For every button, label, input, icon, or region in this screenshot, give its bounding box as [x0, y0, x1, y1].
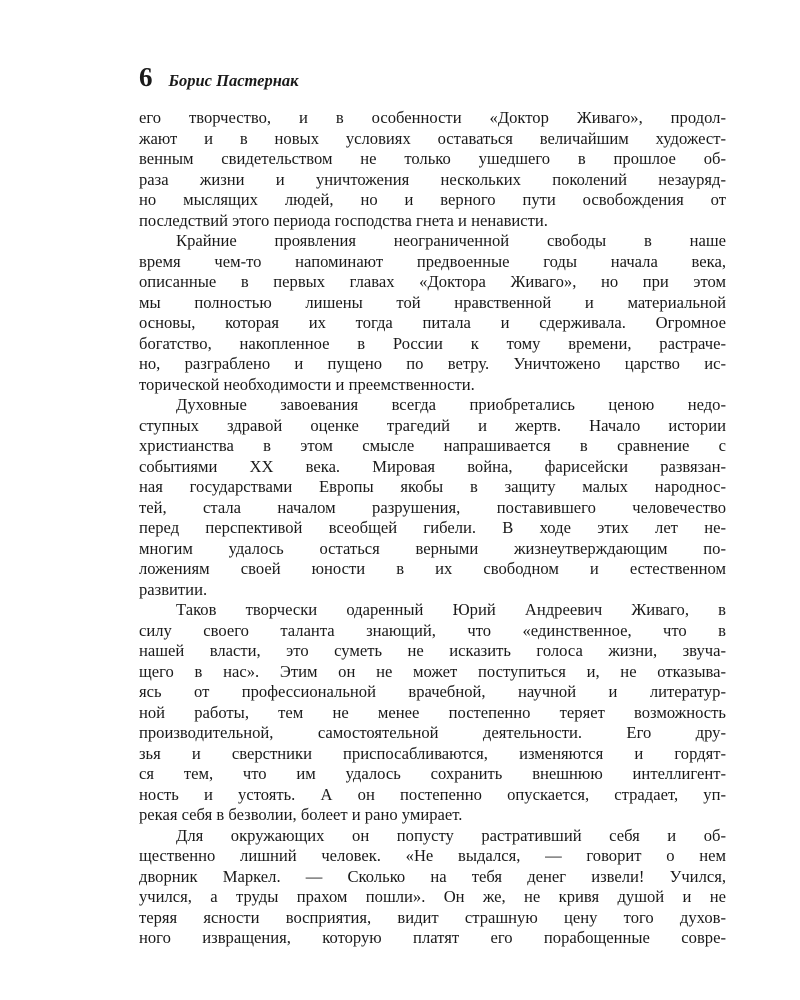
page-number: 6	[139, 62, 153, 92]
running-head	[139, 62, 298, 93]
paragraph-first-line: Для окружающих он попусту растративший себя и об-	[176, 825, 726, 845]
text-line: развитии.	[139, 579, 208, 599]
text-line: учился, а труды прахом пошли». Он же, не кривя душой и не	[139, 887, 726, 906]
text-line: ся тем, что им удалось сохранить внешнюю интеллигент-	[139, 764, 726, 783]
text-line: ность и устоять. А он постепенно опускается, страдает, уп-	[139, 784, 726, 804]
text-line: описанные в первых главах «Доктора Живаго», но при этом	[139, 272, 726, 291]
text-line: нашей власти, это суметь не исказить голоса жизни, звуча-	[139, 641, 726, 660]
paragraph-first-line: Таков творчески одаренный Юрий Андреевич Живаго, в	[176, 600, 726, 619]
running-head-author: Борис Пастернак	[168, 71, 299, 90]
paragraph-first-line: Духовные завоевания всегда приобретались ценою недо-	[176, 395, 726, 414]
text-line: богатство, накопленное в России к тому времени, растраче-	[139, 333, 726, 353]
text-line: событиями XX века. Мировая война, фарисейски развязан-	[139, 456, 726, 476]
text-line: мы полностью лишены той нравственной и материальной	[139, 292, 726, 312]
text-line: венным свидетельством не только ушедшего в прошлое об-	[139, 149, 726, 168]
text-line: зья и сверстники приспосабливаются, изменяются и гордят-	[139, 743, 726, 763]
body-text	[139, 108, 726, 949]
text-line: щественно лишний человек. «Не выдался, — говорит о нем	[139, 846, 726, 865]
text-line: торической необходимости и преемственности.	[139, 374, 475, 394]
text-line: ной работы, тем не менее постепенно теряет возможность	[139, 702, 726, 722]
text-line: последствий этого периода господства гнета и ненависти.	[139, 210, 548, 230]
text-line: многим удалось остаться верными жизнеутверждающим по-	[139, 538, 726, 558]
text-line: время чем-то напоминают предвоенные годы начала века,	[139, 251, 726, 271]
text-line: тей, стала началом разрушения, поставившего человечество	[139, 497, 726, 517]
text-line: ступных здравой оценке трагедий и жертв. Начало истории	[139, 415, 726, 435]
text-line: ясь от профессиональной врачебной, научной и литератур-	[139, 682, 726, 701]
text-line: производительной, самостоятельной деятельности. Его дру-	[139, 723, 726, 742]
text-line: основы, которая их тогда питала и сдерживала. Огромное	[139, 313, 726, 332]
text-line: но, разграблено и пущено по ветру. Уничтожено царство ис-	[139, 354, 726, 373]
text-line: раза жизни и уничтожения нескольких поколений незауряд-	[139, 169, 726, 189]
text-line: дворник Маркел. — Сколько на тебя денег извели! Учился,	[139, 866, 726, 886]
text-line: ного извращения, которую платят его порабощенные совре-	[139, 928, 726, 947]
text-line: ная государствами Европы якобы в защиту малых народнос-	[139, 477, 726, 496]
text-line: ложениям своей юности в их свободном и естественном	[139, 559, 726, 578]
text-line: теряя ясности восприятия, видит страшную цену того духов-	[139, 907, 726, 927]
text-line: щего в нас». Этим он не может поступиться и, не отказыва-	[139, 661, 726, 681]
text-line: его творчество, и в особенности «Доктор Живаго», продол-	[139, 108, 726, 127]
text-line: рекая себя в безволии, болеет и рано умирает.	[139, 805, 463, 824]
text-line: жают и в новых условиях оставаться величайшим художест-	[139, 128, 726, 148]
text-line: христианства в этом смысле напрашивается в сравнение с	[139, 436, 726, 455]
text-line: силу своего таланта знающий, что «единственное, что в	[139, 620, 726, 640]
paragraph-first-line: Крайние проявления неограниченной свободы в наше	[176, 231, 726, 250]
text-line: но мыслящих людей, но и верного пути освобождения от	[139, 190, 726, 209]
text-line: перед перспективой всеобщей гибели. В ходе этих лет не-	[139, 518, 726, 537]
